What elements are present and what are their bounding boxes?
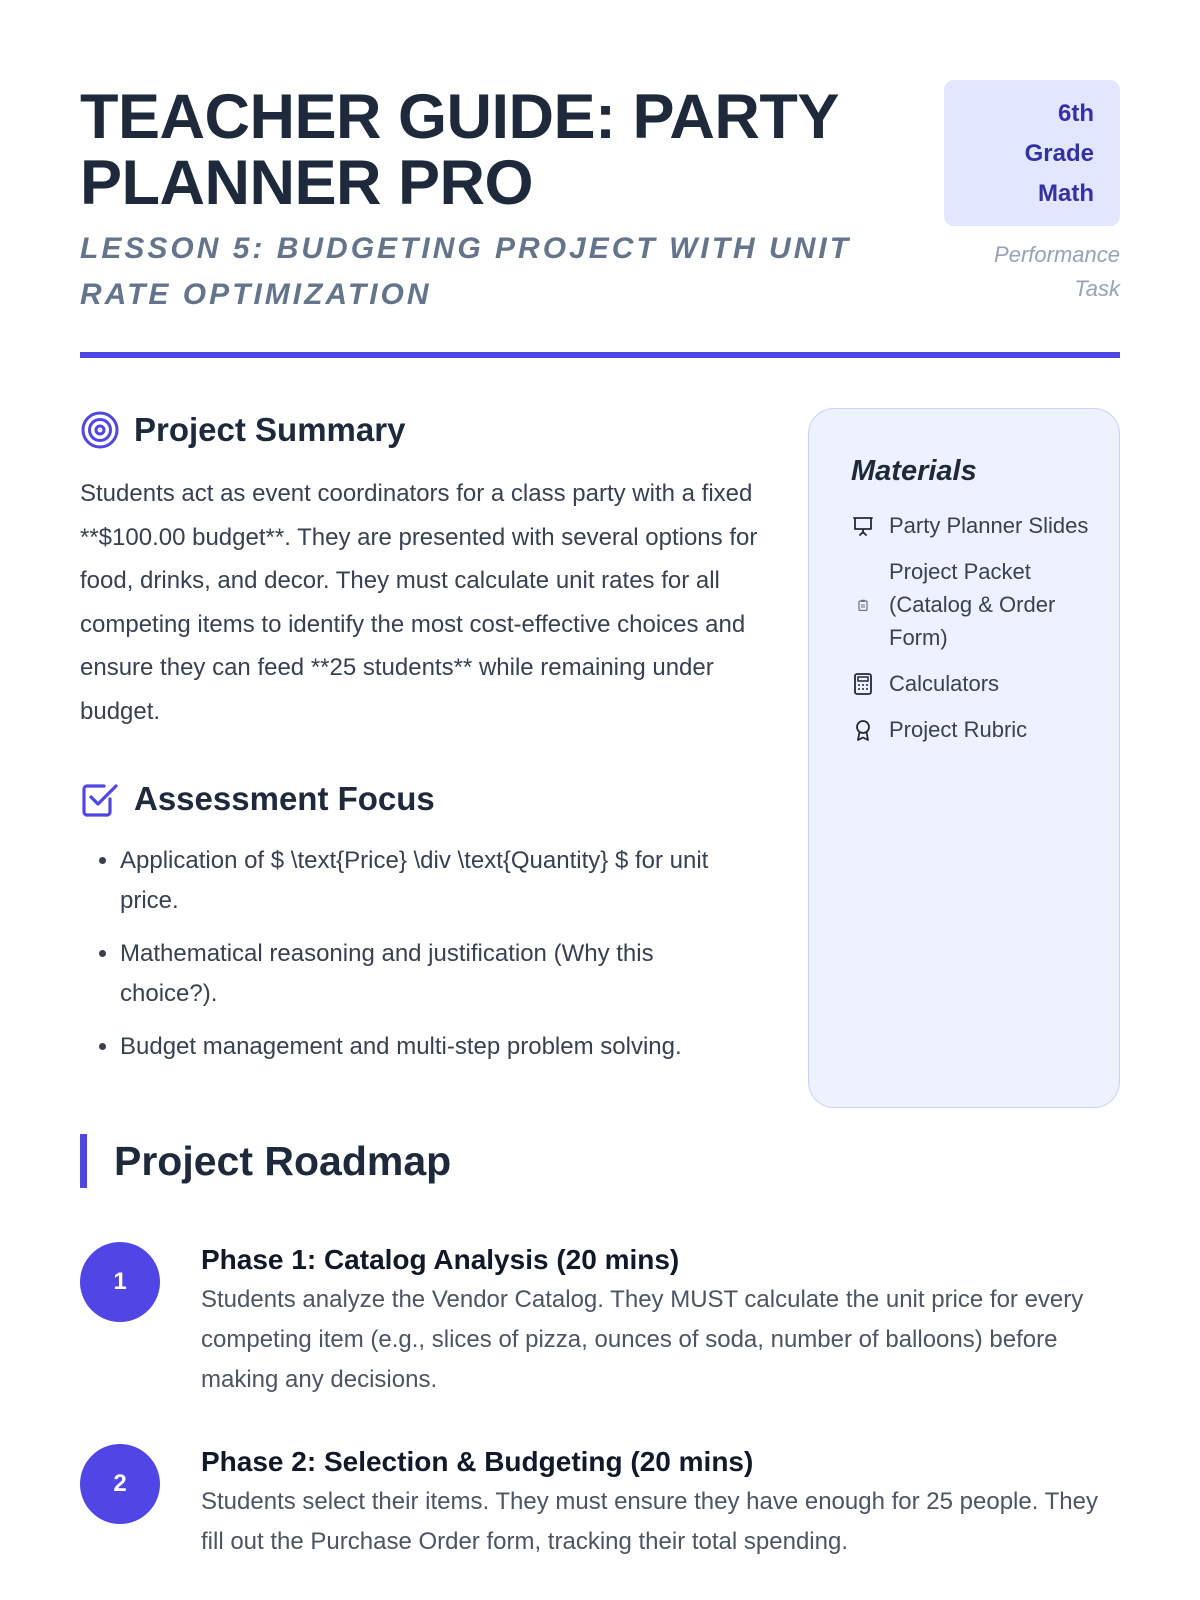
material-label: Project Packet (Catalog & Order Form) [889,559,1056,650]
phase-number-badge: 1 [80,1242,160,1322]
overview-section [80,408,1120,1134]
list-item [851,509,1089,542]
phase-number-badge: 2 [80,1444,160,1524]
phase-item [80,1240,1120,1400]
assessment-heading: Assessment Focus [134,780,435,817]
grade-badge-line: 6th [1058,100,1094,127]
phase-item [80,1442,1120,1562]
grade-badge-line: Math [1038,180,1094,207]
summary-heading: Project Summary [134,411,406,448]
roadmap-heading-row [80,1134,1120,1188]
heading-accent-bar [80,1134,87,1188]
presentation-icon [851,514,875,538]
phase-title: Phase 2: Selection & Budgeting (20 mins) [201,1446,754,1477]
summary-heading-row [80,408,760,452]
award-icon [851,718,875,742]
materials-panel [808,408,1120,1108]
list-item: • Application of $ \text{Price} \div \text{Quantity} $ for unit price. [120,841,740,921]
list-item: • Mathematical reasoning and justification (Why this choice?). [120,934,740,1014]
phase-description: Students select their items. They must ensure they have enough for 25 people. They fill out the Purchase Order form, tracking their total spending. [201,1488,1098,1555]
target-icon [80,410,120,450]
header-divider [80,352,1120,358]
material-label: Project Rubric [889,717,1028,742]
phase-title: Phase 1: Catalog Analysis (20 mins) [201,1244,680,1275]
page-title: TEACHER GUIDE: PARTY PLANNER PRO [80,82,838,218]
phase-description: Students analyze the Vendor Catalog. They MUST calculate the unit price for every competing item (e.g., slices of pizza, ounces of soda, number of balloons) before making any decisions. [201,1286,1084,1393]
task-type-line: Task [1074,276,1120,301]
clipboard-icon [851,593,875,617]
lesson-subtitle: LESSON 5: BUDGETING PROJECT WITH UNIT RATE OPTIMIZATION [80,232,852,311]
task-type-line: Performance [994,242,1120,267]
page-header [80,80,1120,352]
task-type-label [940,238,1120,306]
materials-heading: Materials [851,455,977,487]
assessment-list [80,841,760,1067]
grade-badge [944,80,1120,226]
roadmap-heading: Project Roadmap [114,1138,452,1184]
material-label: Party Planner Slides [889,513,1089,538]
list-item [851,667,1089,700]
summary-text: Students act as event coordinators for a class party with a fixed **$100.00 budget**. They are presented with several options for food, drinks, and decor. They must calculate unit rates for all competing items to identify the most cost-effective choices and ensure they can feed **25 students** while remaining under budget. [80,480,758,725]
roadmap-section [80,1134,1120,1562]
phase-list [80,1240,1120,1562]
list-item [851,713,1089,746]
material-label: Calculators [889,671,1000,696]
overview-left-column [80,408,760,1080]
materials-list [851,509,1089,746]
calculator-icon [851,672,875,696]
checkbox-icon [80,779,120,819]
list-item: • Budget management and multi-step problem solving. [120,1027,740,1067]
grade-badge-line: Grade [1024,140,1094,167]
assessment-heading-row [80,777,760,821]
list-item [851,555,1089,654]
